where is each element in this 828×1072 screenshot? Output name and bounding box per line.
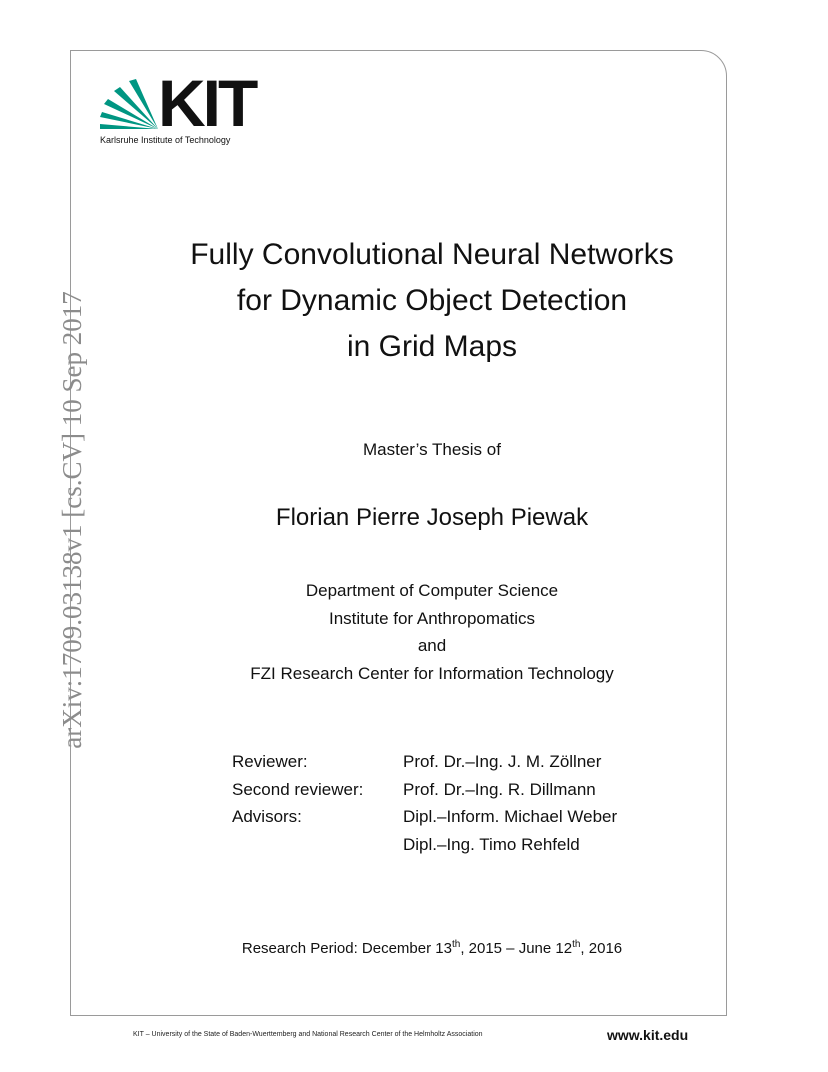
footer-url-link[interactable]: www.kit.edu (607, 1027, 689, 1043)
logo-subtitle: Karlsruhe Institute of Technology (100, 135, 231, 145)
author-name: Florian Pierre Joseph Piewak (275, 504, 589, 531)
reviewer-row (232, 776, 617, 804)
period-start-suffix: th (451, 939, 461, 950)
reviewer-row (232, 803, 617, 831)
arxiv-stamp: arXiv:1709.03138v1 [cs.CV] 10 Sep 2017 (57, 291, 87, 749)
reviewer-row (232, 831, 617, 859)
reviewer-role (232, 831, 403, 859)
thesis-type: Master’s Thesis of (363, 440, 501, 459)
reviewer-row (232, 748, 617, 776)
reviewer-name: Dipl.–Ing. Timo Rehfeld (403, 834, 580, 854)
kit-logo-fan-icon (100, 77, 160, 129)
affiliation-line: and (417, 636, 447, 655)
affiliation (182, 577, 682, 687)
affiliation-line: FZI Research Center for Information Technology (250, 663, 614, 683)
page-frame (70, 50, 727, 1016)
reviewer-role: Second reviewer: (232, 779, 364, 799)
title-line: Fully Convolutional Neural Networks (190, 238, 674, 271)
title-line: for Dynamic Object Detection (236, 284, 628, 317)
thesis-title (140, 232, 724, 370)
period-start: Research Period: December 13 (241, 940, 452, 957)
reviewer-list (232, 748, 617, 858)
period-middle: , 2015 – June 12 (460, 940, 573, 957)
title-line: in Grid Maps (346, 330, 518, 363)
reviewer-role: Advisors: (232, 807, 302, 826)
logo-wordmark: KIT (158, 66, 256, 140)
period-end-suffix: th (572, 939, 581, 950)
footer-note: KIT – University of the State of Baden-Wuerttemberg and National Research Center of the Helmholtz Association (133, 1031, 483, 1038)
kit-logo (100, 66, 256, 147)
reviewer-name: Dipl.–Inform. Michael Weber (403, 807, 618, 826)
reviewer-name: Prof. Dr.–Ing. J. M. Zöllner (403, 752, 602, 771)
research-period (182, 939, 682, 957)
affiliation-line: Institute for Anthropomatics (329, 608, 535, 628)
affiliation-line: Department of Computer Science (305, 581, 559, 600)
reviewer-name: Prof. Dr.–Ing. R. Dillmann (403, 779, 596, 799)
reviewer-role: Reviewer: (232, 752, 308, 771)
period-end: , 2016 (580, 940, 623, 957)
